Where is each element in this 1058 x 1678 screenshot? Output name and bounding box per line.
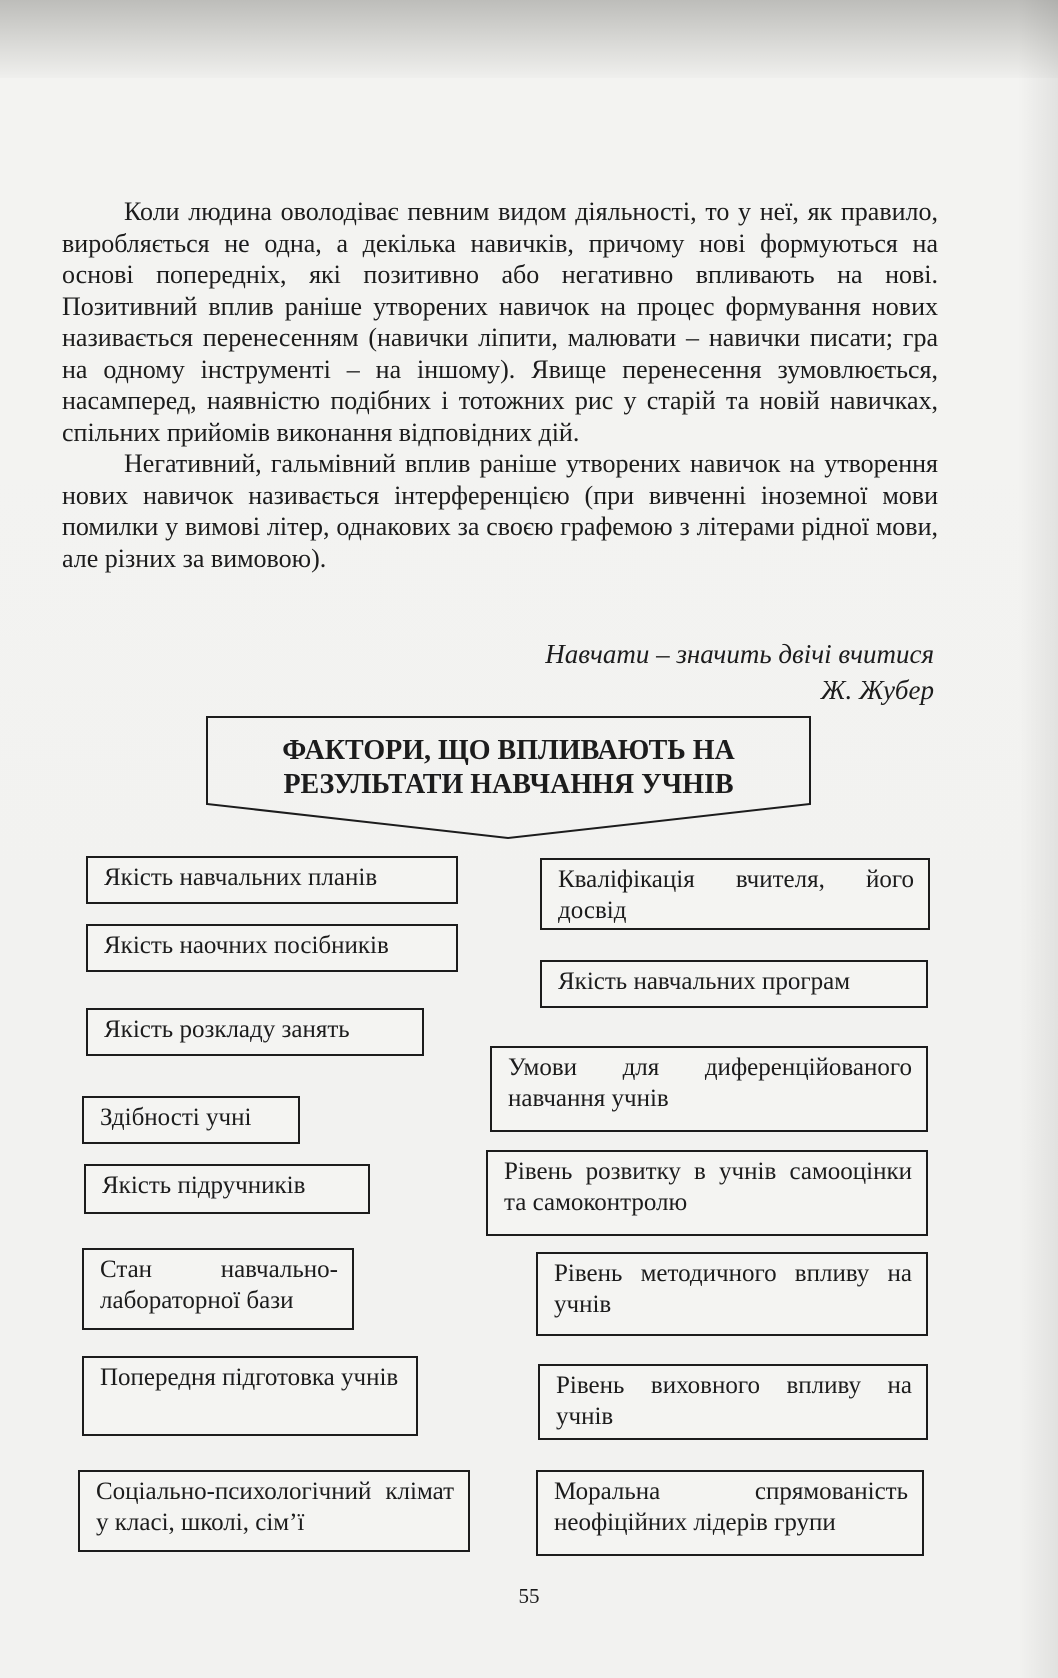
factor-right-4: Рівень розвитку в учнів самооцінки та самоконтролю — [486, 1150, 928, 1236]
factor-right-5: Рівень методичного впливу на учнів — [536, 1252, 928, 1336]
paragraph-1: Коли людина оволодіває певним видом діяльності, то у неї, як правило, виробляється не одна, а декілька навичків, причому нові формуються на основі попередніх, які позитивно або негативно впливають на нові. Позитивний вплив раніше утворених навичок на процес формування нових називається перенесенням (навички ліпити, малювати – навички писати; гра на одному інструменті – на іншому). Явище перенесення зумовлюється, насамперед, наявністю подібних і тотожних рис у старій та новій навичках, спільних прийомів виконання відповідних дій. — [62, 197, 938, 447]
diagram-title: ФАКТОРИ, ЩО ВПЛИВАЮТЬ НА РЕЗУЛЬТАТИ НАВЧАННЯ УЧНІВ — [282, 735, 735, 800]
factor-left-1: Якість навчальних планів — [86, 856, 458, 904]
factor-left-8: Соціально-психологічний клімат у класі, школі, сім’ї — [78, 1470, 470, 1552]
factor-right-7: Моральна спрямованість неофіційних лідерів групи — [536, 1470, 924, 1556]
epigraph-author: Ж. Жубер — [820, 675, 934, 705]
epigraph-quote: Навчати – значить двічі вчитися — [545, 639, 934, 669]
scan-top-band — [0, 0, 1058, 78]
factor-left-5: Якість підручників — [84, 1164, 370, 1214]
paragraph-2: Негативний, гальмівний вплив раніше утворених навичок на утворення нових навичок називається інтерференцією (при вивченні іноземної мови помилки у вимові літер, однакових за своєю графемою з літерами рідної мови, але різних за вимовою). — [62, 449, 938, 573]
factor-left-2: Якість наочних посібників — [86, 924, 458, 972]
factor-right-3: Умови для диференційованого навчання учнів — [490, 1046, 928, 1132]
epigraph — [545, 636, 934, 708]
page-number: 55 — [518, 1584, 540, 1608]
factor-right-1: Кваліфікація вчителя, його досвід — [540, 858, 930, 930]
scan-right-edge — [1018, 0, 1058, 1678]
factor-right-2: Якість навчальних програм — [540, 960, 928, 1008]
body-text — [62, 196, 938, 574]
factor-left-6: Стан навчально-лабораторної бази — [82, 1248, 354, 1330]
factor-left-7: Попередня підготовка учнів — [82, 1356, 418, 1436]
factor-left-4: Здібності учні — [82, 1096, 300, 1144]
factor-right-6: Рівень виховного впливу на учнів — [538, 1364, 928, 1440]
factor-left-3: Якість розкладу занять — [86, 1008, 424, 1056]
